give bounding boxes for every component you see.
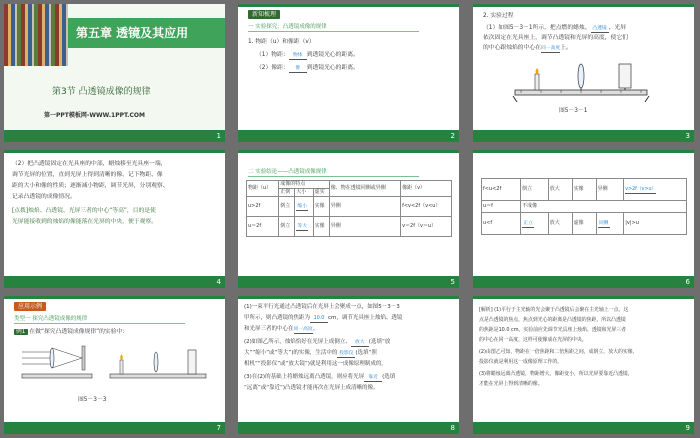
col-header: 大小	[295, 189, 313, 197]
analysis-line: 投影仪就是利用这一成像原理工作的。	[479, 359, 563, 365]
analysis-line: 才能在光屏上得到清晰的像。	[479, 381, 543, 387]
analysis-line: [解析] (1)平行于主光轴的光会聚于凸透镜后会聚在主光轴上一点，这	[479, 307, 629, 313]
table-row: f<u<2f 倒立 放大 实像 异侧 v>2f（v>u）	[482, 179, 687, 201]
slide-thumbnail-2[interactable]	[238, 4, 459, 142]
answer-blank: 物体	[289, 52, 307, 60]
answer-line: “远离”或“靠近”)凸透镜才能再次在光屏上成清晰的像。	[244, 385, 379, 391]
top-rule	[4, 296, 225, 299]
slide-thumbnail-4[interactable]	[4, 150, 225, 288]
slide-number: 7	[216, 424, 221, 432]
imaging-rules-table	[246, 180, 452, 237]
slide-thumbnail-5[interactable]	[238, 150, 459, 288]
footer-bar	[473, 130, 694, 142]
table-row: u<f 正立 放大 虚像 同侧 |v|>u	[482, 213, 687, 235]
question-line: 例1 在做“探究凸透镜成像规律”的实验中：	[16, 329, 129, 335]
section-title: 第3节 凸透镜成像的规律	[52, 87, 151, 97]
slide-thumbnail-7[interactable]	[4, 296, 225, 434]
answer-line: (2)如图乙所示，烛焰恰好在光屏上成倒立、 放大 (选填“放	[244, 339, 391, 345]
analysis-line: 的焦距是10.0 cm。实验前应先调节光具座上烛焰、透镜和光屏三者	[479, 327, 627, 333]
line-2: （1）如图5－3－1所示，把点燃的蜡烛、 凸透镜 、光屏	[483, 25, 626, 31]
footer-bar	[473, 422, 694, 434]
line-1: 1. 物距（u）和像距（v）	[248, 39, 315, 45]
answer-blank: 像	[289, 65, 307, 73]
footer-bar	[4, 422, 225, 434]
col-header: 成像的特点	[279, 181, 329, 189]
slide-number: 3	[685, 132, 690, 140]
answer-blank: 同一高度	[293, 327, 313, 332]
slide-number: 1	[216, 132, 221, 140]
figure-caption: 图5－3－3	[78, 397, 107, 403]
line-2: （1）物距： 物体 到透镜光心的距离。	[256, 52, 359, 58]
top-rule	[238, 150, 459, 153]
analysis-line: (2)由图乙可知，物距在一倍焦距和二倍焦距之间，成倒立、放大的实像，	[479, 349, 638, 355]
section-heading: 类型一 探究凸透镜成像的规律	[14, 315, 185, 324]
answer-blank: 同一高度	[540, 46, 561, 51]
paragraph-line: 调节光屏的位置，直到光屏上得到清晰的像，记下物距、像	[12, 172, 163, 178]
footer-bar	[238, 130, 459, 142]
analysis-line: (3)将蜡烛远离凸透镜，物距增大，像距变小，所以光屏要靠近凸透镜，	[479, 371, 633, 377]
analysis-line: 的中心在同一高度，这样可使像成在光屏的中央。	[479, 337, 587, 343]
answer-line: (1)一束平行光通过凸透镜后在光屏上会聚成一点，如图5－3－3	[244, 304, 400, 310]
section-heading: 一 实验探究：凸透镜成像的规律	[248, 23, 419, 32]
paragraph-line: 距的大小和像的性质；逐渐减小物距，调节光屏，分别观察、	[12, 183, 169, 189]
answer-blank: 靠近	[364, 374, 382, 382]
col-header: 物距（u）	[247, 181, 279, 197]
answer-blank: 放大	[351, 339, 369, 347]
section-heading: 二 实验结论——凸透镜成像规律	[248, 168, 419, 177]
tip-line: [点拨]烛焰、凸透镜、光屏三者的中心“等高”，目的是使	[12, 208, 156, 214]
top-rule	[473, 150, 694, 153]
footer-bar	[4, 276, 225, 288]
line-4: 的中心跟烛焰的中心在同一高度上。	[483, 45, 572, 51]
col-header: 正倒	[279, 189, 295, 197]
optical-bench-diagram	[511, 58, 651, 102]
top-rule	[238, 4, 459, 7]
paragraph-line: （2）把凸透镜固定在光具座的中部，蜡烛移至光具座一端，	[12, 161, 167, 167]
top-rule	[473, 4, 694, 7]
chapter-title: 第五章 透镜及其应用	[76, 26, 189, 40]
footer-bar	[238, 422, 459, 434]
tip-line: 光屏能接收到的烛焰的像能落在光屏的中央，便于观察。	[12, 219, 157, 225]
slide-number: 8	[450, 424, 455, 432]
section-tag: 应用示例	[14, 302, 46, 311]
site-label: 第一PPT模板网-WWW.1PPT.COM	[44, 112, 145, 119]
slide-number: 4	[216, 278, 221, 286]
top-rule	[4, 150, 225, 153]
col-header: 像距（v）	[401, 181, 452, 197]
slide-number: 9	[685, 424, 690, 432]
bookshelf-image	[4, 4, 68, 66]
col-header: 虚实	[313, 189, 329, 197]
answer-line: 和光屏三者的中心在同一高度。	[244, 326, 319, 332]
slide-number: 2	[450, 132, 455, 140]
answer-blank: 10.0	[310, 315, 328, 323]
table-row: u>2f 倒立 缩小 实像 异侧 f<v<2f（v<u）	[247, 197, 452, 217]
slide-thumbnail-6[interactable]	[473, 150, 694, 288]
slide-number: 6	[685, 278, 690, 286]
answer-line: 甲所示，则凸透镜的焦距为 10.0 cm，调节光具座上烛焰、透镜	[244, 315, 403, 321]
analysis-line: 点是凸透镜的焦点，焦点到光心的距离是凸透镜的焦距，所以凸透镜	[479, 317, 626, 323]
answer-line: (3)在(2)的基础上将蜡烛远离凸透镜，则应将光屏 靠近 (选填	[244, 374, 396, 380]
slide-thumbnail-3[interactable]	[473, 4, 694, 142]
imaging-rules-table-continued	[481, 178, 687, 235]
footer-bar	[4, 130, 225, 142]
footer-bar	[238, 276, 459, 288]
top-rule	[473, 296, 694, 299]
paragraph-line: 记录凸透镜的成像情况。	[12, 194, 76, 200]
table-row: u＝f 不成像	[482, 201, 687, 213]
answer-line: 相机”“投影仪”或“放大镜”)就是利用这一成像原理制成的。	[244, 361, 387, 367]
slide-thumbnail-9[interactable]	[473, 296, 694, 434]
line-3: 依次固定在光具座上，调节凸透镜和光屏的高度，使它们	[483, 35, 628, 41]
answer-line: 大”“缩小”或“等大”)的实像，生活中的 投影仪 (选填“照	[244, 350, 377, 356]
top-rule	[238, 296, 459, 299]
table-row: u＝2f 倒立 等大 实像 异侧 v＝2f（v＝u）	[247, 217, 452, 237]
answer-blank: 投影仪	[339, 351, 354, 356]
figure-caption: 图5－3－1	[559, 108, 588, 114]
answer-blank: 凸透镜	[592, 26, 607, 31]
section-tag: 新知梳理	[248, 10, 280, 19]
footer-bar	[473, 276, 694, 288]
line-3: （2）像距： 像 到透镜光心的距离。	[256, 65, 359, 71]
line-1: 2. 实验过程	[483, 13, 514, 19]
example-badge: 例1	[16, 329, 26, 335]
col-header: 像、物在透镜同侧或异侧	[329, 181, 400, 197]
experiment-diagram	[20, 342, 210, 392]
slide-thumbnail-8[interactable]	[238, 296, 459, 434]
slide-thumbnail-1[interactable]	[4, 4, 225, 142]
slide-number: 5	[450, 278, 455, 286]
